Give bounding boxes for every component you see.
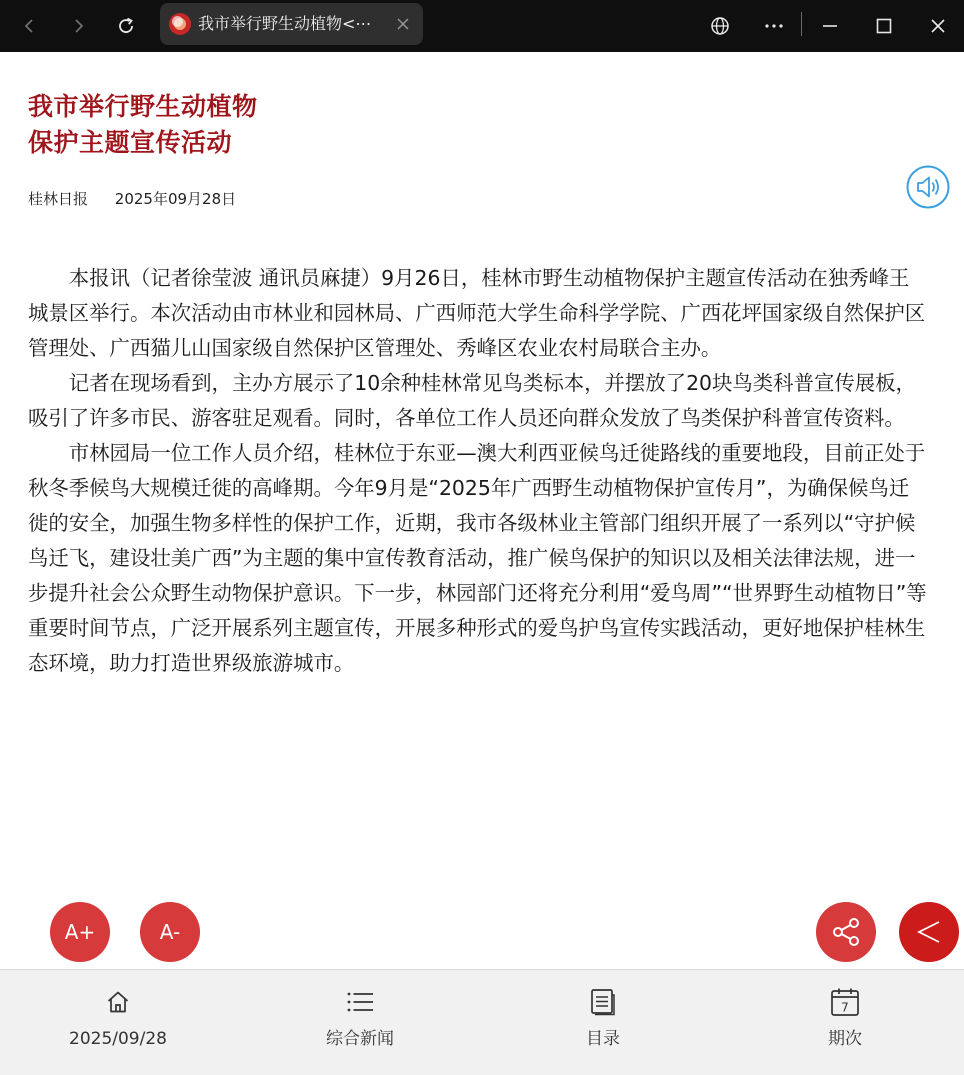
tab-close-button[interactable] [392,13,414,35]
bottom-nav-contents[interactable] [523,986,683,1050]
article-date: 2025年09月28日 [114,190,237,208]
article-title-line1: 我市举行野生动植物 [28,92,258,121]
more-icon [764,23,784,29]
bottom-nav-news[interactable] [280,986,440,1050]
article-title [28,89,728,161]
minimize-icon [822,18,838,34]
font-decrease-button[interactable]: A- [140,902,200,962]
bottom-nav-home[interactable] [38,986,198,1050]
font-increase-button[interactable]: A+ [50,902,110,962]
site-info-button[interactable] [704,10,736,42]
share-button[interactable] [816,902,876,962]
bottom-nav-issues[interactable] [765,986,925,1050]
forward-icon [69,17,87,35]
bottom-nav-home-label: 2025/09/28 [69,1029,167,1049]
tab-title: 我市举行野生动植物<⋯ [198,14,372,33]
minimize-button[interactable] [814,10,846,42]
back-icon [21,17,39,35]
speaker-icon [906,165,950,209]
close-icon [397,18,409,30]
article-meta [28,187,236,211]
reload-icon [116,16,136,36]
bottom-nav-bar [0,969,964,1075]
chevron-left-icon [914,917,944,947]
document-icon [590,988,616,1016]
article-paragraph: 本报讯（记者徐莹波 通讯员麻捷）9月26日，桂林市野生动植物保护主题宣传活动在独秀峰王城景区举行。本次活动由市林业和园林局、广西师范大学生命科学学院、广西花坪国家级自然保护区管理处、广西猫儿山国家级自然保护区管理处、秀峰区农业农村局联合主办。 [28,266,926,360]
article-paragraph: 市林园局一位工作人员介绍，桂林位于东亚—澳大利西亚候鸟迁徙路线的重要地段，目前正处于秋冬季候鸟大规模迁徙的高峰期。今年9月是“2025年广西野生动植物保护宣传月”，为确保候鸟迁徙的安全，加强生物多样性的保护工作，近期，我市各级林业主管部门组织开展了一系列以“守护候鸟迁飞，建设壮美广西”为主题的集中宣传教育活动，推广候鸟保护的知识以及相关法律法规，进一步提升社会公众野生动物保护意识。下一步，林园部门还将充分利用“爱鸟周”“世界野生动植物日”等重要时间节点，广泛开展系列主题宣传，开展多种形式的爱鸟护鸟宣传实践活动，更好地保护桂林生态环境，助力打造世界级旅游城市。 [28,441,927,675]
site-favicon-icon [169,13,191,35]
home-icon [105,989,131,1015]
list-icon [346,990,374,1014]
audio-play-button[interactable] [906,165,950,209]
back-to-list-button[interactable] [899,902,959,962]
globe-icon [710,16,730,36]
titlebar-divider [801,12,802,36]
reload-button[interactable] [110,10,142,42]
article-body [28,261,928,681]
maximize-button[interactable] [868,10,900,42]
bottom-nav-news-label: 综合新闻 [326,1029,394,1049]
article-source: 桂林日报 [28,190,89,208]
back-button[interactable] [14,10,46,42]
article-paragraph: 记者在现场看到，主办方展示了10余种桂林常见鸟类标本，并摆放了20块鸟类科普宣传展板，吸引了许多市民、游客驻足观看。同时，各单位工作人员还向群众发放了鸟类保护科普宣传资料。 [28,371,916,430]
maximize-icon [876,18,892,34]
bottom-nav-contents-label: 目录 [586,1029,620,1049]
browser-titlebar [0,0,964,52]
calendar-icon [830,987,860,1017]
share-icon [829,915,863,949]
more-button[interactable] [758,10,790,42]
bottom-nav-issues-label: 期次 [828,1029,862,1049]
window-close-button[interactable] [922,10,954,42]
calendar-icon-number: 7 [841,1000,849,1015]
forward-button[interactable] [62,10,94,42]
close-icon [930,18,946,34]
browser-tab[interactable] [160,3,423,45]
article-title-line2: 保护主题宣传活动 [28,128,233,157]
